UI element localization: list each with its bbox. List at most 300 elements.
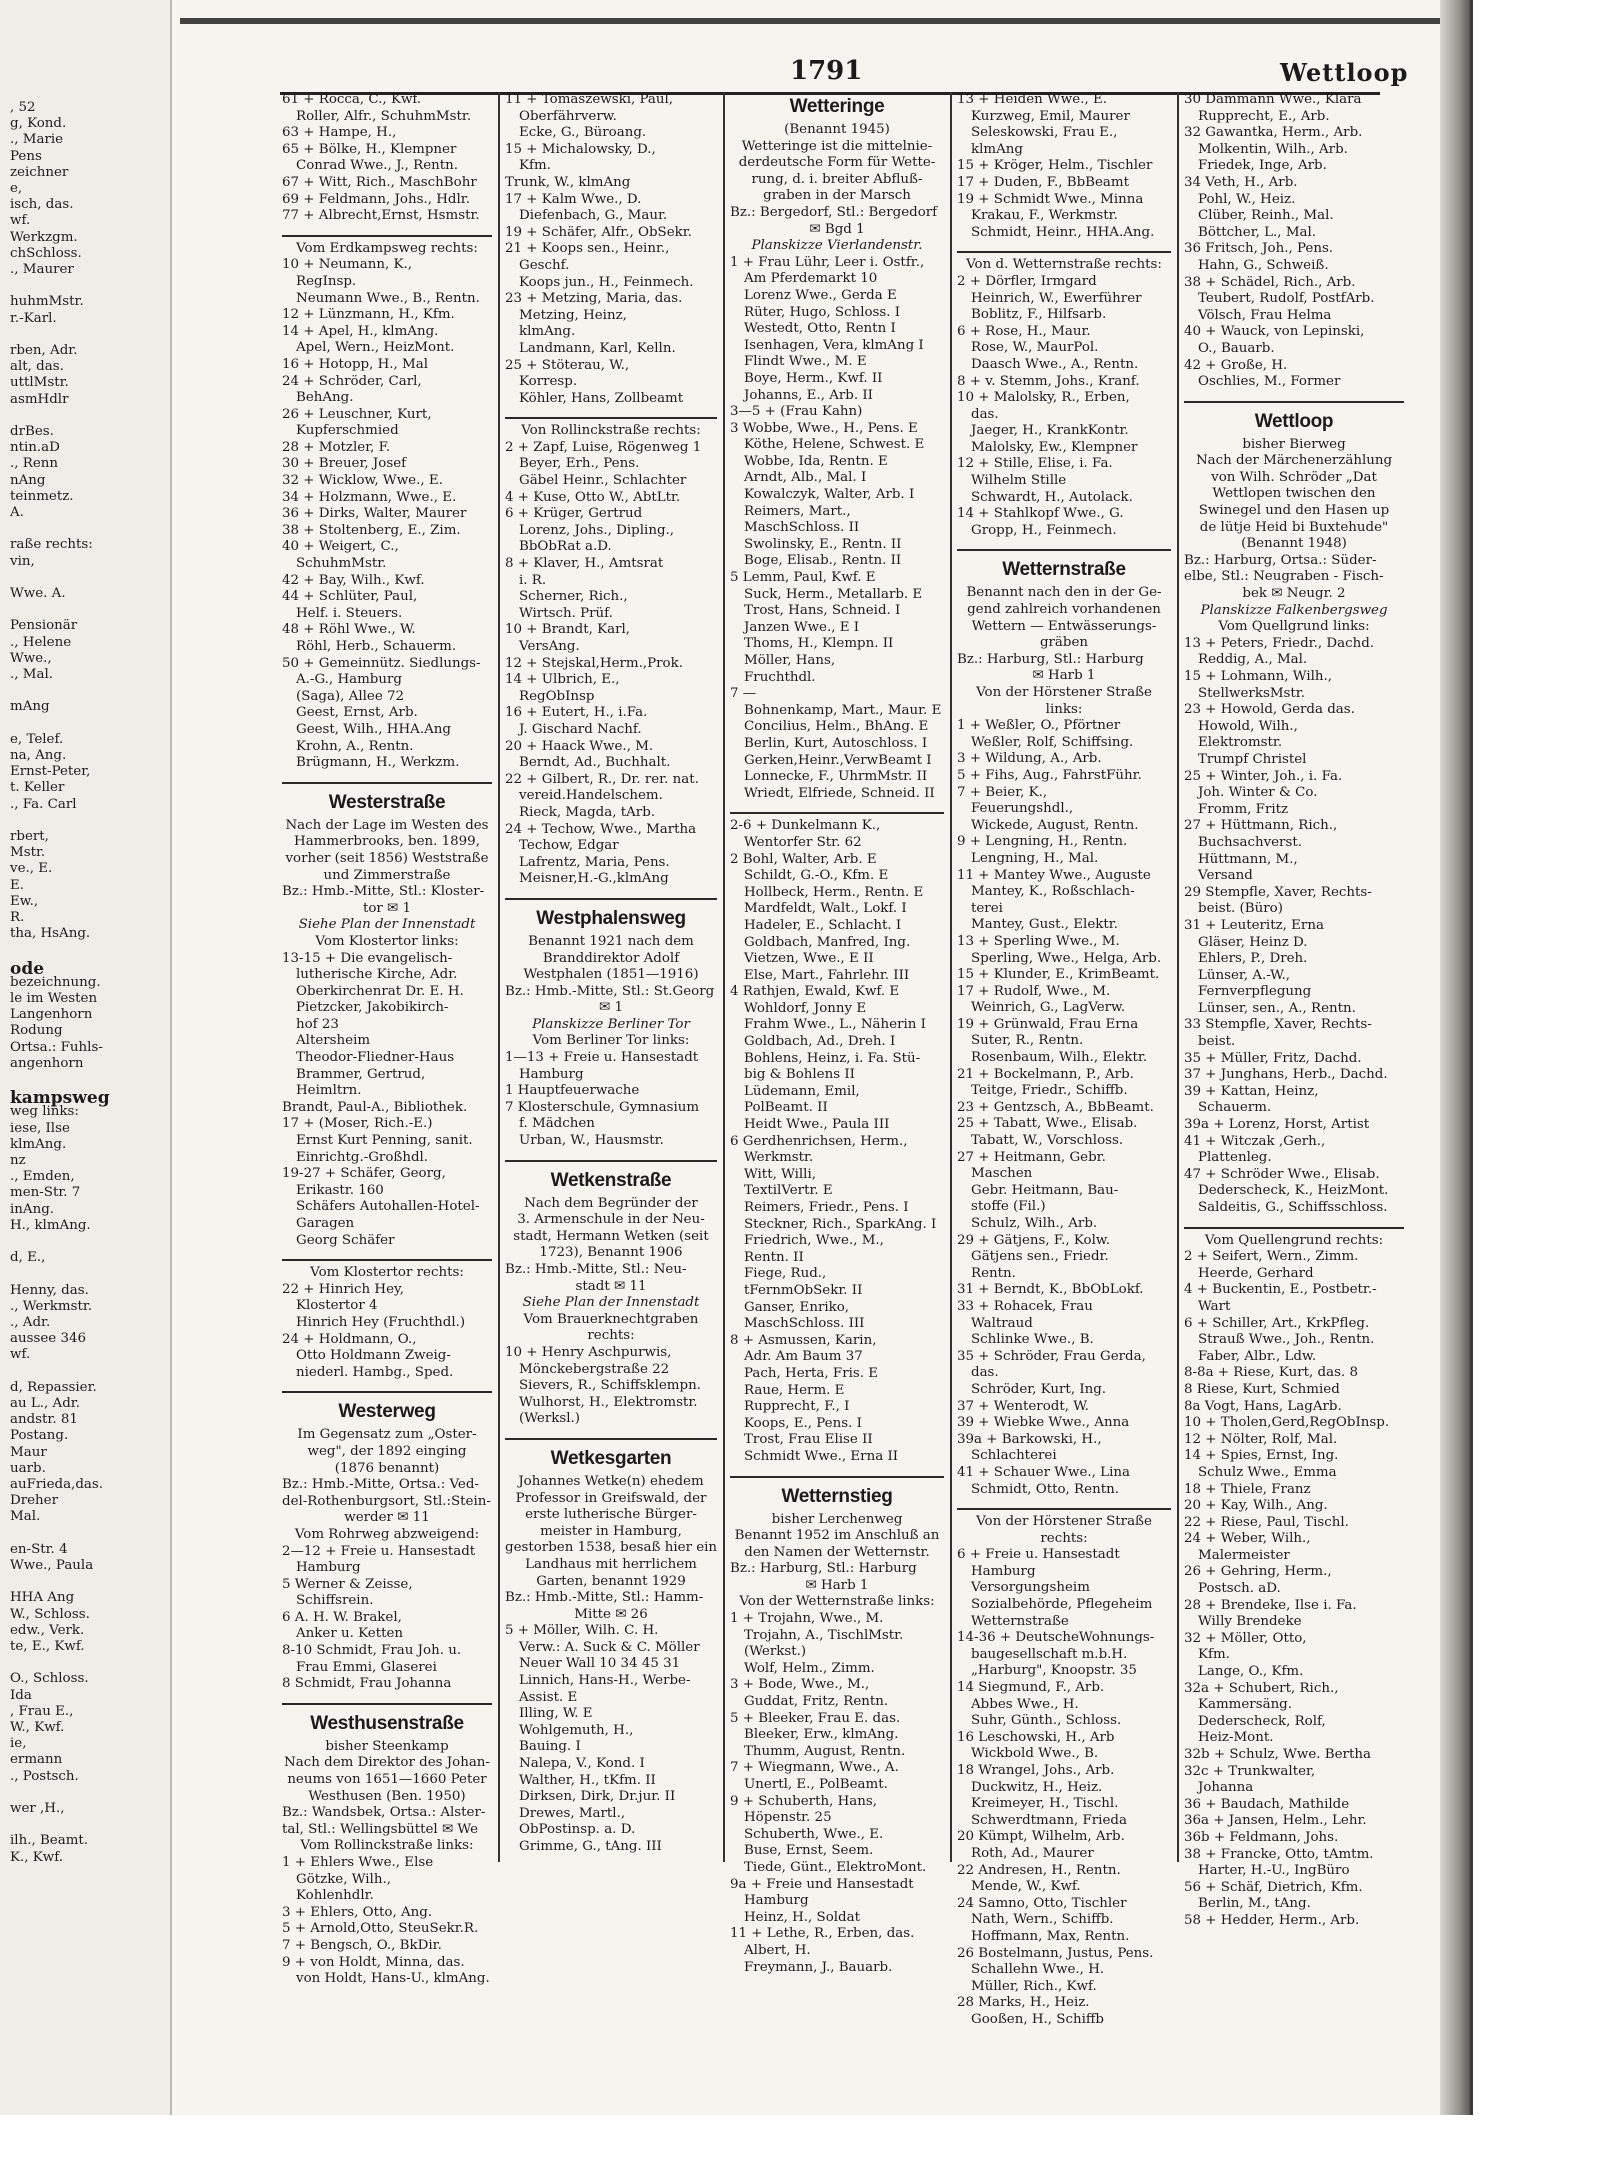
section-rule [282,1249,492,1261]
section-note: Wettern — Entwässerungs- [971,618,1157,634]
strip-fragment: bezeichnung. [10,974,101,990]
entry-line: 39 + Wiebke Wwe., Anna [957,1415,1130,1431]
resident-line: Westedt, Otto, Rentn I [744,321,896,337]
strip-fragment: e, [10,181,23,196]
resident-line: Friedrich, Wwe., M., [744,1233,884,1249]
entry-line: 14-36 + DeutscheWohnungs- [957,1630,1155,1646]
section-note: ✉ 1 [599,1000,623,1016]
resident-line: VersAng. [519,639,580,654]
section-note: Von der Wetternstraße links: [739,1594,935,1610]
section-note: bisher Bierweg [1242,436,1346,452]
strip-fragment: W., Kwf. [10,1720,65,1735]
resident-line: Howold, Wilh., [1198,718,1298,734]
entry-line: 35 + Schröder, Frau Gerda, [957,1348,1146,1364]
resident-line: Waltraud [971,1315,1033,1331]
resident-line: Müller, Rich., Kwf. [971,1978,1097,1994]
strip-fragment: kampsweg [10,1088,110,1109]
entry-line: 12 + Stejskal,Herm.,Prok. [505,655,683,671]
section-note: graben in der Marsch [763,188,911,204]
entry-line: 32 + Möller, Otto, [1184,1630,1307,1646]
entry-line: 16 Leschowski, H., Arb [957,1729,1115,1745]
entry-line: 30 + Breuer, Josef [282,456,407,472]
resident-line: lutherische Kirche, Adr. [296,967,458,983]
street-heading: Wetternstieg [781,1485,893,1507]
entry-line: 32 + Wicklow, Wwe., E. [282,473,443,489]
resident-line: Böttcher, L., Mal. [1198,224,1317,240]
resident-line: Thoms, H., Klempn. II [744,636,894,652]
resident-line: klmAng [971,141,1023,157]
strip-fragment: ., Werkmstr. [10,1298,93,1314]
resident-line: Mantey, Gust., Elektr. [971,917,1118,933]
resident-line: Kupferschmied [296,423,399,439]
resident-line: Frahm Wwe., L., Näherin I [744,1017,926,1033]
section-note: bek ✉ Neugr. 2 [1242,586,1346,602]
resident-line: Johanns, E., Arb. II [744,387,873,403]
section-note: links: [1045,701,1083,717]
entry-line: 8 + v. Stemm, Johs., Kranf. [957,373,1140,389]
entry-line: 3—5 + (Frau Kahn) [730,404,863,420]
strip-fragment: ode [10,958,45,979]
previous-page-strip [0,0,172,2115]
plan-note: Planskizze Berliner Tor [532,1016,690,1032]
resident-line: Lünser, A.-W., [1198,967,1291,983]
resident-line: Wohlgemuth, H., [519,1722,634,1738]
resident-line: Köthe, Helene, Schwest. E [744,437,925,453]
resident-line: Wirtsch. Prüf. [519,605,613,621]
street-heading: Westerweg [338,1401,436,1423]
strip-fragment: edw., Verk. [10,1622,85,1638]
resident-line: Joh. Winter & Co. [1198,785,1318,801]
resident-line: Otto Holdmann Zweig- [296,1348,451,1364]
resident-line: Sperling, Wwe., Helga, Arb. [971,950,1162,966]
resident-line: Diefenbach, G., Maur. [519,208,668,224]
entry-line: 29 + Gätjens, F., Kolw. [957,1232,1111,1248]
entry-line: 32 Gawantka, Herm., Arb. [1184,125,1363,141]
section-note: Garten, benannt 1929 [536,1573,686,1589]
strip-fragment: Langenhorn [10,1007,93,1023]
resident-line: Gläser, Heinz D. [1198,934,1308,950]
plan-note: Planskizze Vierlandenstr. [751,238,923,254]
resident-line: TextilVertr. E [744,1183,833,1199]
entry-line: 3 Wobbe, Wwe., H., Pens. E [730,420,918,436]
resident-line: MaschSchloss. III [744,1316,865,1332]
section-note: von Wilh. Schröder „Dat [1211,469,1377,485]
resident-line: Lorenz, Johs., Dipling., [519,522,675,538]
resident-line: Krohn, A., Rentn. [296,738,414,754]
entry-line: 20 + Kay, Wilh., Ang. [1184,1498,1328,1514]
resident-line: Heiz-Mont. [1198,1730,1274,1746]
entry-line: 50 + Gemeinnütz. Siedlungs- [282,655,481,671]
resident-line: Rosenbaum, Wilh., Elektr. [971,1050,1148,1066]
resident-line: Berlin, M., tAng. [1198,1896,1311,1912]
strip-fragment: inAng. [10,1201,55,1217]
top-rule [180,18,1440,24]
section-note: Landhaus mit herrlichem [525,1556,697,1572]
resident-line: Rupprecht, F., I [744,1399,850,1415]
resident-line: Swolinsky, E., Rentn. II [744,536,902,552]
entry-line: 11 + Tomaszewski, Paul, [505,92,674,107]
resident-line: big & Bohlens II [744,1067,855,1083]
section-note: Vom Quellgrund links: [1218,619,1370,635]
strip-fragment: ve., E. [10,861,53,877]
strip-fragment: wf. [10,1347,31,1363]
resident-line: Adr. Am Baum 37 [744,1349,863,1365]
entry-line: 5 + Bleeker, Frau E. das. [730,1710,901,1726]
section-note: bisher Lerchenweg [771,1511,903,1527]
entry-line: 47 + Schröder Wwe., Elisab. [1184,1166,1380,1182]
entry-line: 38 + Francke, Otto, tAmtm. [1184,1846,1374,1862]
section-note: (1876 benannt) [334,1460,440,1476]
resident-line: Schulz, Wilh., Arb. [971,1216,1098,1231]
resident-line: Nath, Wern., Schiffb. [971,1912,1114,1928]
entry-line: 26 + Leuschner, Kurt, [282,406,432,422]
entry-line: 5 + Fihs, Aug., FahrstFühr. [957,767,1142,783]
resident-line: Trost, Hans, Schneid. I [744,603,901,619]
resident-line: Abbes Wwe., H. [971,1696,1079,1712]
strip-fragment: nz [10,1153,26,1168]
section-rule [505,407,717,419]
section-note: (Benannt 1948) [1241,536,1347,552]
resident-line: Wilhelm Stille [971,473,1067,489]
entry-line: 41 + Witczak ,Gerh., [1184,1133,1326,1149]
entry-line: 22 Andresen, H., Rentn. [957,1862,1121,1878]
entry-line: 9 + von Holdt, Minna, das. [282,1954,465,1970]
entry-line: 10 + Tholen,Gerd,RegObInsp. [1184,1415,1390,1431]
resident-line: Unertl, E., PolBeamt. [744,1777,888,1792]
resident-line: Neuer Wall 10 34 45 31 [519,1656,681,1672]
section-note: derdeutsche Form für Wette- [738,155,936,171]
entry-line: 8-10 Schmidt, Frau Joh. u. [282,1643,462,1659]
resident-line: Werkmstr. [744,1150,814,1166]
resident-line: i. R. [519,572,547,588]
entry-line: 56 + Schäf, Dietrich, Kfm. [1184,1879,1363,1895]
resident-line: Schwardt, H., Autolack. [971,489,1133,505]
section-note: Benannt nach den in der Ge- [966,585,1162,601]
resident-line: Kurzweg, Emil, Maurer [971,108,1130,124]
strip-fragment: huhmMstr. [10,294,84,310]
section-note: Vom Quellengrund rechts: [1204,1232,1384,1248]
column-3 [730,92,944,1976]
strip-fragment: W., Schloss. [10,1606,90,1622]
resident-line: Witt, Willi, [744,1166,817,1182]
entry-line: 8 Riese, Kurt, Schmied [1184,1381,1340,1397]
entry-line: 3 + Wildung, A., Arb. [957,751,1102,767]
resident-line: Postsch. aD. [1198,1581,1281,1597]
entry-line: Bz.: Hmb.-Mitte, Stl.: Hamm- [505,1590,704,1606]
section-note: Vom Brauerknechtgraben [523,1311,699,1327]
resident-line: Wriedt, Elfriede, Schneid. II [744,785,935,801]
resident-line: klmAng. [519,324,576,340]
resident-line: Gebr. Heitmann, Bau- [971,1182,1119,1198]
section-note: de lütje Heid bi Buxtehude" [1199,519,1389,535]
strip-fragment: te, E., Kwf. [10,1639,85,1654]
street-heading: Wetternstraße [1002,559,1126,581]
entry-line: 5 Werner & Zeisse, [282,1576,413,1592]
strip-fragment: ., Renn [10,456,59,472]
plan-note: Planskizze Falkenbergsweg [1200,602,1388,618]
section-rule [957,539,1171,551]
resident-line: Koops, E., Pens. I [744,1415,862,1431]
entry-line: 16 + Hotopp, H., Mal [282,356,429,372]
strip-fragment: Wwe., Paula [10,1558,94,1573]
resident-line: Schildt, G.-O., Kfm. E [744,868,889,884]
resident-line: Altersheim [296,1033,371,1049]
entry-line: 8 + Asmussen, Karin, [730,1332,877,1348]
resident-line: Lünser, sen., A., Rentn. [1198,1000,1356,1016]
entry-line: 41 + Schauer Wwe., Lina [957,1464,1130,1480]
resident-line: Nalepa, V., Kond. I [519,1756,645,1772]
entry-line: 15 + Michalowsky, D., [505,141,656,157]
strip-fragment: Henny, das. [10,1282,89,1298]
resident-line: Oberkirchenrat Dr. E. H. [296,983,464,999]
section-rule [282,1693,492,1705]
section-note: Nach dem Begründer der [524,1195,698,1211]
resident-line: beist. (Büro) [1198,901,1283,917]
strip-fragment: asmHdlr [10,391,69,407]
entry-line: 8 Schmidt, Frau Johanna [282,1676,452,1692]
strip-fragment: ., Fa. Carl [10,796,77,812]
column-1 [282,92,492,1988]
entry-line: 38 + Stoltenberg, E., Zim. [282,522,461,538]
section-note: Im Gegensatz zum „Oster- [297,1427,477,1443]
resident-line: Wetternstraße [971,1613,1069,1629]
resident-line: Vietzen, Wwe., E II [744,951,874,967]
resident-line: Drewes, Martl., [519,1805,626,1821]
entry-line: 32c + Trunkwalter, [1184,1763,1316,1779]
strip-fragment: Rodung [10,1023,63,1039]
resident-line: Oberfährverw. [519,108,617,124]
entry-line: tal, Stl.: Wellingsbüttel ✉ We [282,1821,479,1837]
resident-line: Wickede, August, Rentn. [971,817,1139,833]
strip-fragment: A. [10,505,24,520]
street-heading: Wetkesgarten [550,1447,672,1469]
resident-line: Mönckebergstraße 22 [519,1361,670,1377]
entry-line: 1 + Frau Lühr, Leer i. Ostfr., [730,254,925,270]
entry-line: 11 + Lethe, R., Erben, das. [730,1926,915,1942]
resident-line: Schiffsrein. [296,1593,374,1609]
resident-line: Einrichtg.-Großhdl. [296,1149,429,1165]
resident-line: Guddat, Fritz, Rentn. [744,1694,889,1710]
strip-fragment: E. [10,877,25,893]
resident-line: Wobbe, Ida, Rentn. E [744,453,888,469]
entry-line: 28 + Brendeke, Ilse i. Fa. [1184,1597,1357,1613]
resident-line: Reddig, A., Mal. [1198,652,1308,668]
entry-line: 21 + Koops sen., Heinr., [505,241,670,257]
entry-line: 12 + Stille, Elise, i. Fa. [957,456,1113,472]
entry-line: 24 + Holdmann, O., [282,1331,417,1347]
resident-line: Hahn, G., Schweiß. [1198,257,1329,273]
resident-line: Trumpf Christel [1198,751,1307,767]
resident-line: Roller, Alfr., SchuhmMstr. [296,108,472,124]
resident-line: Kfm. [1198,1647,1230,1663]
resident-line: Teitge, Friedr., Schiffb. [971,1083,1128,1099]
resident-line: Goldbach, Ad., Dreh. I [744,1034,896,1050]
resident-line: BbObRat a.D. [519,539,612,555]
resident-line: StellwerksMstr. [1198,685,1305,701]
resident-line: Ganser, Enriko, [744,1299,850,1315]
strip-fragment: isch, das. [10,197,74,213]
resident-line: Kammersäng. [1198,1697,1293,1713]
resident-line: Geest, Ernst, Arb. [296,705,418,721]
resident-line: Buse, Ernst, Seem. [744,1843,874,1859]
entry-line: 7 + Beier, K., [957,784,1048,800]
entry-line: 36 + Dirks, Walter, Maurer [282,506,467,522]
entry-line: 18 + Thiele, Franz [1184,1481,1311,1497]
resident-line: Schmidt Wwe., Erna II [744,1448,899,1464]
entry-line: 37 + Wenterodt, W. [957,1398,1089,1414]
strip-fragment: Maur [10,1444,47,1460]
entry-line: 24 + Schröder, Carl, [282,373,422,389]
entry-line: 17 + (Moser, Rich.-E.) [282,1116,433,1132]
resident-line: Schmidt, Otto, Rentn. [971,1481,1119,1497]
resident-line: Wohldorf, Jonny E [744,1000,867,1016]
strip-fragment: rbert, [10,829,49,844]
resident-line: Dederscheck, Rolf, [1198,1713,1326,1729]
resident-line: Sievers, R., Schiffsklempn. [519,1378,701,1394]
entry-line: 13-15 + Die evangelisch- [282,950,453,966]
entry-line: 20 Kümpt, Wilhelm, Arb. [957,1829,1125,1845]
resident-line: Röhl, Herb., Schauerm. [296,639,457,654]
resident-line: PolBeamt. II [744,1100,828,1116]
entry-line: 1 + Weßler, O., Pförtner [957,718,1121,734]
resident-line: Rose, W., MaurPol. [971,340,1099,356]
entry-line: 14 + Spies, Ernst, Ing. [1184,1448,1339,1464]
entry-line: 17 + Duden, F., BbBeamt [957,174,1129,190]
resident-line: Clüber, Reinh., Mal. [1198,208,1334,224]
entry-line: 4 + Buckentin, E., Postbetr.- [1184,1282,1377,1298]
strip-fragment: Dreher [10,1493,59,1509]
strip-fragment: en-Str. 4 [10,1541,68,1557]
strip-fragment: uttlMstr. [10,375,69,391]
resident-line: Lüdemann, Emil, [744,1083,860,1099]
section-rule [957,241,1171,253]
resident-line: Pach, Herta, Fris. E [744,1365,879,1381]
resident-line: Lorenz Wwe., Gerda E [744,287,897,303]
strip-fragment: rben, Adr. [10,343,78,358]
section-note: Vom Klostertor links: [315,933,459,949]
resident-line: Hamburg [519,1066,584,1082]
resident-line: hof 23 [296,1016,339,1032]
entry-line: 24 + Techow, Wwe., Martha [505,821,697,837]
strip-fragment: zeichner [10,164,69,180]
resident-line: Roth, Ad., Maurer [971,1845,1094,1861]
resident-line: Urban, W., Hausmstr. [519,1133,664,1149]
entry-line: 25 + Tabatt, Wwe., Elisab. [957,1116,1138,1132]
resident-line: Concilius, Helm., BhAng. E [744,719,929,735]
resident-line: Boblitz, F., Hilfsarb. [971,307,1107,323]
entry-line: 10 + Brandt, Karl, [505,622,631,638]
resident-line: Hüttmann, M., [1198,851,1298,867]
resident-line: Rüter, Hugo, Schloss. I [744,304,901,320]
resident-line: Albert, H. [744,1942,811,1958]
entry-line: 6 Gerdhenrichsen, Herm., [730,1133,908,1149]
entry-line: Bz.: Harburg, Stl.: Harburg [957,651,1144,667]
resident-line: Kowalczyk, Walter, Arb. I [744,487,915,503]
resident-line: Wickbold Wwe., B. [971,1746,1099,1762]
entry-line: del-Rothenburgsort, Stl.:Stein- [282,1493,491,1509]
section-rule [730,1466,944,1478]
resident-line: Schlinke Wwe., B. [971,1332,1094,1348]
resident-line: Maschen [971,1166,1033,1182]
resident-line: Kfm. [519,158,551,174]
resident-line: Boye, Herm., Kwf. II [744,370,883,386]
entry-line: 34 + Holzmann, Wwe., E. [282,489,457,505]
entry-line: 36 Fritsch, Joh., Pens. [1184,241,1334,257]
entry-line: 38 + Schädel, Rich., Arb. [1184,274,1356,290]
section-note: Wettlopen twischen den [1212,486,1376,502]
entry-line: 23 + Metzing, Maria, das. [505,291,683,307]
section-note: Vom Klostertor rechts: [310,1265,464,1281]
section-rule [282,1381,492,1393]
strip-fragment: R. [10,910,25,925]
section-note: rechts: [587,1328,635,1344]
entry-line: 7 Klosterschule, Gymnasium [505,1099,700,1115]
strip-fragment: Ernst-Peter, [10,764,91,780]
resident-line: Verw.: A. Suck & C. Möller [519,1639,700,1655]
strip-fragment: d, E., [10,1250,46,1266]
resident-line: Schallehn Wwe., H. [971,1962,1105,1978]
resident-line: Schröder, Kurt, Ing. [971,1381,1107,1397]
strip-fragment: raße rechts: [10,537,93,553]
strip-fragment: Ida [10,1687,32,1703]
section-note: Vom Berliner Tor links: [532,1033,690,1049]
resident-line: Walther, H., tKfm. II [519,1772,656,1788]
section-note: Benannt 1952 im Anschluß an [734,1528,940,1544]
entry-line: 6 + Rose, H., Maur. [957,323,1091,339]
strip-fragment: au L., Adr. [10,1396,80,1411]
column-5 [1184,92,1404,1930]
resident-line: Hamburg [744,1893,809,1909]
resident-line: Raue, Herm. E [744,1382,845,1398]
section-note: Hammerbrooks, ben. 1899, [294,834,480,850]
strip-fragment: tha, HsAng. [10,926,91,942]
resident-line: Theodor-Fliedner-Haus [296,1050,455,1066]
section-note: Professor in Greifswald, der [515,1490,707,1506]
street-heading: Wetteringe [789,96,885,117]
section-note: stadt, Hermann Wetken (seit [513,1228,709,1244]
entry-line: 1 + Ehlers Wwe., Else [282,1855,434,1870]
entry-line: 18 Wrangel, Johs., Arb. [957,1763,1115,1778]
resident-line: Janzen Wwe., E I [744,619,860,635]
column-2 [505,92,717,1856]
entry-line: 39a + Barkowski, H., [957,1431,1102,1447]
resident-line: Duckwitz, H., Heiz. [971,1779,1103,1795]
strip-fragment: ermann [10,1752,63,1768]
resident-line: Kohlenhdlr. [296,1888,374,1904]
resident-line: Höpenstr. 25 [744,1810,832,1826]
resident-line: beist. [1198,1034,1236,1050]
entry-line: 69 + Feldmann, Johs., Hdlr. [282,191,470,207]
section-note: rung, d. i. breiter Abfluß- [751,171,923,187]
entry-line: 5 + Arnold,Otto, SteuSekr.R. [282,1921,479,1937]
resident-line: Am Pferdemarkt 10 [744,271,878,287]
entry-line: 13 + Peters, Friedr., Dachd. [1184,635,1375,651]
section-note: rechts: [1040,1530,1088,1546]
resident-line: (Werkst.) [744,1644,807,1660]
resident-line: Teubert, Rudolf, PostfArb. [1198,291,1375,307]
resident-line: Gätjens sen., Friedr. [971,1249,1109,1265]
entry-line: 14 + Stahlkopf Wwe., G. [957,506,1124,522]
resident-line: Bohlens, Heinz, i. Fa. Stü- [744,1050,921,1066]
section-note: ✉ Harb 1 [805,1577,869,1593]
section-note: Wetteringe ist die mittelnie- [741,138,933,154]
strip-fragment: e, Telef. [10,731,64,747]
entry-line: 63 + Hampe, H., [282,125,397,141]
section-note: Nach der Lage im Westen des [285,817,489,833]
resident-line: Jaeger, H., KrankKontr. [971,423,1129,439]
section-note: werder ✉ 11 [344,1510,430,1526]
entry-line: 2 Bohl, Walter, Arb. E [730,851,877,867]
